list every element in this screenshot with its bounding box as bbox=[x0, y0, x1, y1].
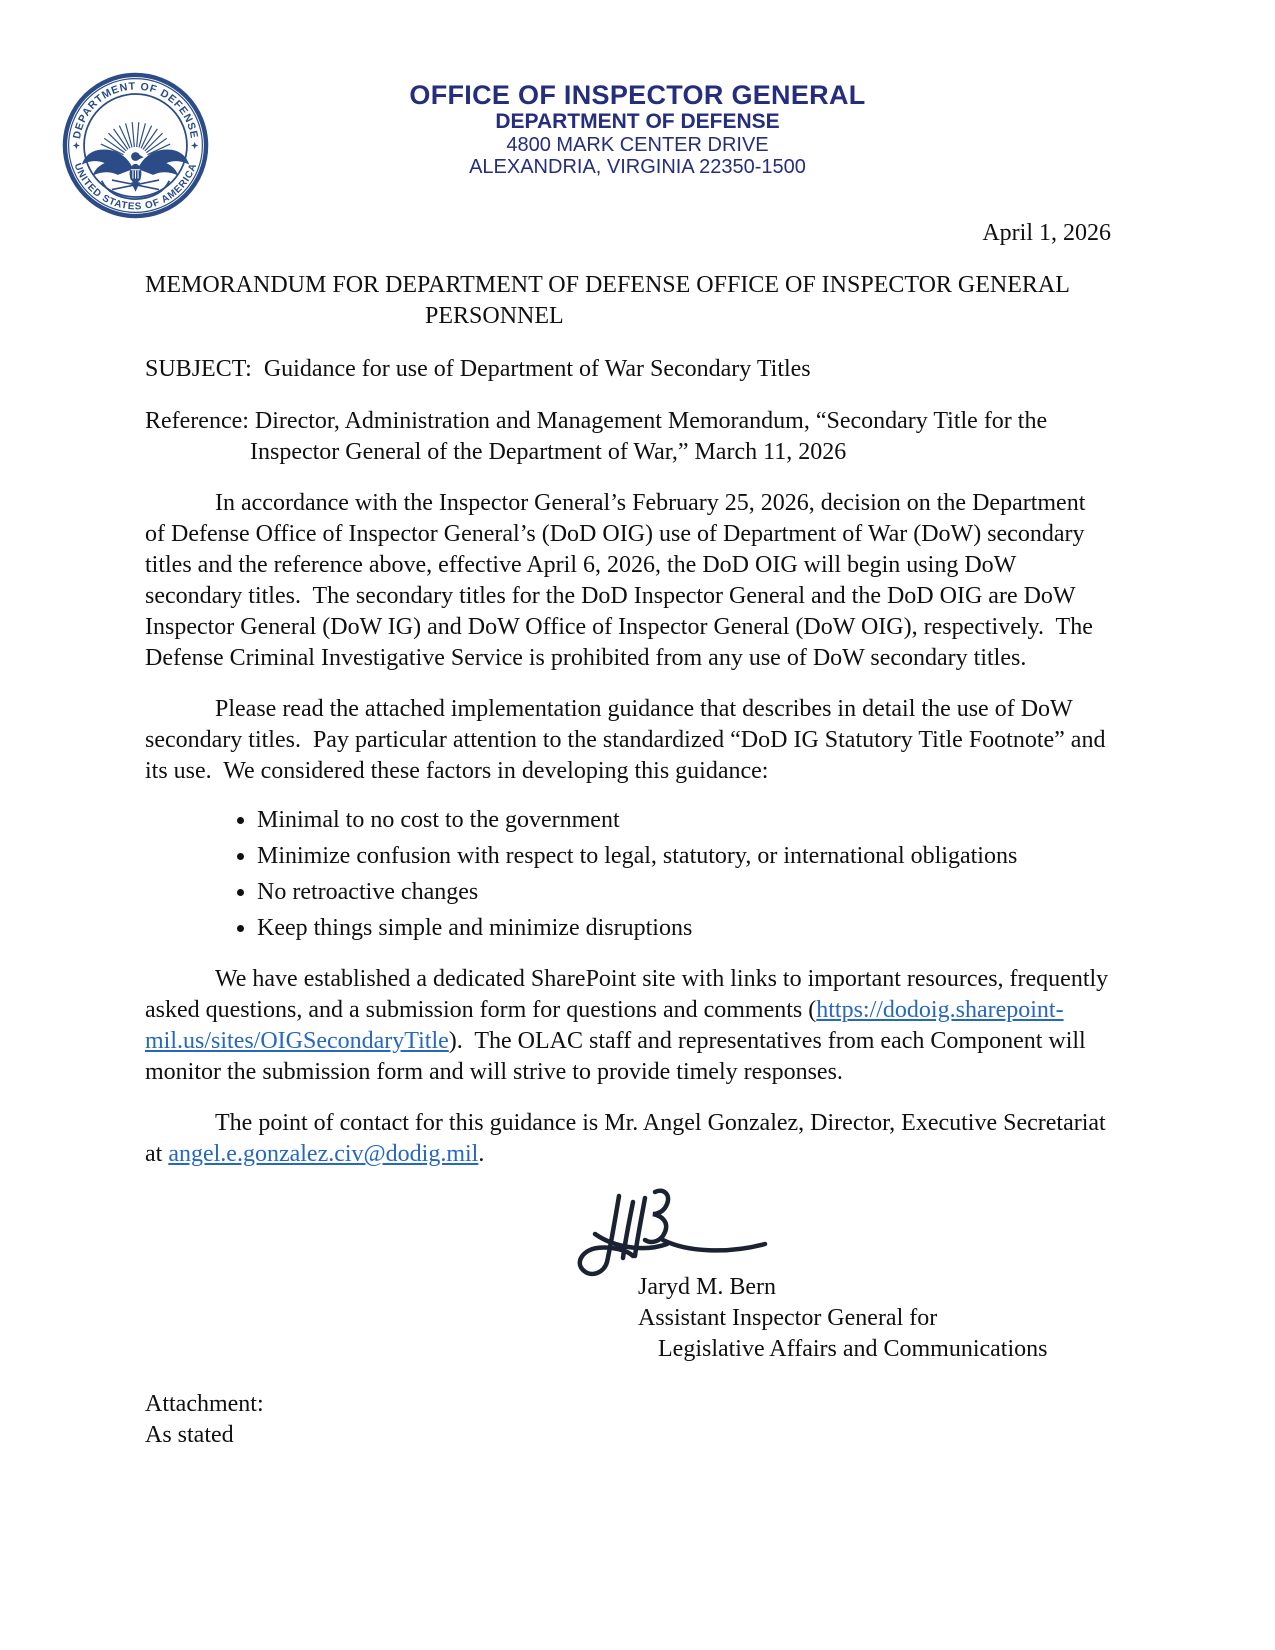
paragraph-3 bbox=[145, 964, 1115, 1088]
memo-body bbox=[145, 218, 1115, 1451]
paragraph-3-text-after: ). The OLAC staff and representatives from each Component will monitor the submission form and will strive to provide timely responses. bbox=[145, 1028, 1092, 1085]
attachment-label: Attachment: bbox=[145, 1391, 264, 1417]
attachment-value: As stated bbox=[145, 1422, 234, 1448]
memorandum-line1: MEMORANDUM FOR DEPARTMENT OF DEFENSE OFFICE OF INSPECTOR GENERAL bbox=[145, 272, 1070, 298]
paragraph-1: In accordance with the Inspector General’s February 25, 2026, decision on the Department of Defense Office of Inspector General’s (DoD OIG) use of Department of War (DoW) secondary titles and the reference above, effective April 6, 2026, the DoD OIG will begin using DoW secondary titles. The secondary titles for the DoD Inspector General and the DoD OIG are DoW Inspector General (DoW IG) and DoW Office of Inspector General (DoW OIG), respectively. The Defense Criminal Investigative Service is prohibited from any use of DoW secondary titles. bbox=[145, 490, 1099, 671]
paragraph-4 bbox=[145, 1108, 1111, 1170]
subject-line: SUBJECT: Guidance for use of Department of War Secondary Titles bbox=[145, 356, 811, 382]
seal-top-text: DEPARTMENT OF DEFENSE bbox=[70, 80, 201, 140]
reference-line: Reference: Director, Administration and Management Memorandum, “Secondary Title for the Inspector General of the Department of War,” March 11, 2026 bbox=[145, 408, 1054, 465]
attachment-block bbox=[145, 1389, 1111, 1451]
letterhead-address1: 4800 MARK CENTER DRIVE bbox=[506, 134, 769, 156]
letterhead-address2: ALEXANDRIA, VIRGINIA 22350-1500 bbox=[469, 156, 806, 178]
paragraph-2: Please read the attached implementation guidance that describes in detail the use of DoW secondary titles. Pay particular attention to the standardized “DoD IG Statutory Title Footnote” and its use. We considered these factors in developing this guidance: bbox=[145, 696, 1112, 784]
paragraph-4-text-after: . bbox=[478, 1141, 485, 1167]
handwritten-signature-icon bbox=[567, 1178, 782, 1278]
contact-email-link[interactable]: angel.e.gonzalez.civ@dodig.mil bbox=[168, 1141, 479, 1167]
memorandum-for bbox=[145, 270, 1111, 332]
list-item: • Keep things simple and minimize disruptions bbox=[257, 913, 1111, 944]
paragraph-4-text-before: The point of contact for this guidance is Mr. Angel Gonzalez, Director, Executive Secretariat at bbox=[145, 1110, 1112, 1167]
letterhead-org: OFFICE OF INSPECTOR GENERAL bbox=[409, 80, 866, 110]
signer-name: Jaryd M. Bern bbox=[638, 1274, 776, 1300]
memorandum-line2: PERSONNEL bbox=[425, 303, 564, 329]
letterhead-dept: DEPARTMENT OF DEFENSE bbox=[495, 110, 780, 133]
sharepoint-link[interactable]: https://dodoig.sharepoint-mil.us/sites/OIGSecondaryTitle bbox=[145, 997, 1064, 1054]
letterhead bbox=[0, 0, 1275, 213]
list-item: • Minimal to no cost to the government bbox=[257, 805, 1111, 836]
list-item: • Minimize confusion with respect to legal, statutory, or international obligations bbox=[257, 841, 1111, 872]
paragraph-3-text-before: We have established a dedicated SharePoint site with links to important resources, frequently asked questions, and a submission form for questions and comments ( bbox=[145, 966, 1115, 1023]
signer-title-line1: Assistant Inspector General for bbox=[638, 1305, 938, 1331]
seal-star-left-icon bbox=[73, 142, 80, 149]
signature-block bbox=[605, 1178, 1111, 1365]
list-item: • No retroactive changes bbox=[257, 877, 1111, 908]
memo-date: April 1, 2026 bbox=[982, 220, 1111, 246]
seal-bottom-text: UNITED STATES OF AMERICA bbox=[71, 161, 200, 213]
signer-title-line2: Legislative Affairs and Communications bbox=[658, 1336, 1048, 1362]
guidance-factors-list bbox=[145, 805, 1111, 944]
dod-seal-icon bbox=[62, 72, 209, 219]
seal-star-right-icon bbox=[191, 142, 198, 149]
